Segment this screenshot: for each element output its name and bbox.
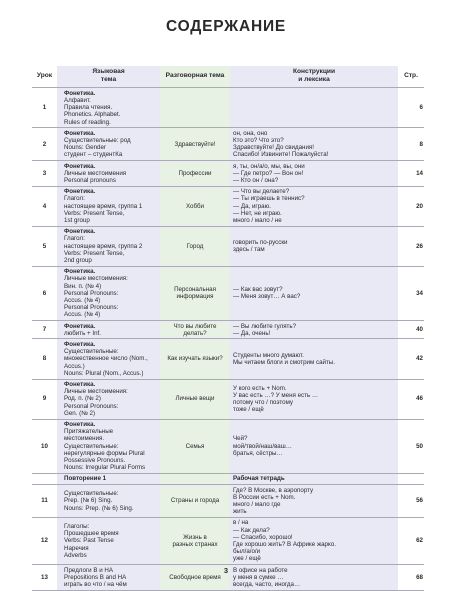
conversation-topic-cell: Как изучать языки? (160, 339, 230, 379)
table-row (32, 473, 424, 484)
language-topic-heading: Фонетика. (64, 162, 96, 170)
lesson-number: 12 (32, 517, 57, 564)
constructions-cell: Рабочая тетрадь (230, 473, 398, 484)
language-topic-text: Глагол: настоящее время, группа 2 Verbs: Present Tense, 2nd group (64, 235, 143, 264)
page-title: СОДЕРЖАНИЕ (165, 18, 287, 35)
conversation-topic-cell: Хобби (160, 186, 230, 226)
conversation-topic-cell: Жизнь в разных странах (160, 517, 230, 564)
language-topic-text: Глаголы: Прошедшее время Verbs: Past Tense Наречия Adverbs (64, 523, 119, 559)
language-topic-text: Существительные: множественное число (Nom., Accus.) Nouns: Plural (Nom., Accus.) (64, 348, 148, 377)
language-topic-text: Существительные: род Nouns: Gender студент – студентКа (64, 136, 131, 159)
table-row (32, 419, 424, 473)
conversation-topic-cell: Персональная информация (160, 266, 230, 320)
page-cell: 56 (398, 485, 424, 518)
conversation-topic-cell: Свободное время (160, 565, 230, 591)
language-topic-cell (57, 128, 160, 161)
conversation-topic-cell: Страны и города (160, 485, 230, 518)
language-topic-text: Глагол: настоящее время, группа 1 Verbs: Present Tense, 1st group (64, 195, 143, 224)
table-row (32, 226, 424, 266)
constructions-cell: говорить по-русски здесь / там (230, 226, 398, 266)
constructions-cell: В офисе на работе у меня в сумке … всегда, часто, иногда… (230, 565, 398, 591)
lesson-number: 3 (32, 161, 57, 187)
language-topic-heading: Фонетика. (64, 421, 96, 429)
language-topic-heading: Фонетика. (64, 268, 96, 276)
constructions-cell: — Что вы делаете? — Ты играешь в теннис? — Да, играю. — Нет, не играю. много / мало / не (230, 186, 398, 226)
constructions-cell: — Как вас зовут? — Меня зовут… А вас? (230, 266, 398, 320)
conversation-topic-cell: Здравствуйте! (160, 128, 230, 161)
page-cell: 62 (398, 517, 424, 564)
language-topic-cell (57, 266, 160, 320)
lesson-number: 9 (32, 379, 57, 419)
language-topic-heading: Фонетика. (64, 340, 96, 348)
constructions-cell: У кого есть + Nom. У вас есть …? У меня есть … потому что / поэтому тоже / ещё (230, 379, 398, 419)
conversation-topic-cell (160, 88, 230, 128)
language-topic-heading: Повторение 1 (64, 475, 107, 483)
constructions-cell: в / на — Как дела? — Спасибо, хорошо! Где хорошо жить? В Африке жарко. был/а/о/и уже / ещё (230, 517, 398, 564)
header-constructions: Конструкции и лексика (230, 66, 398, 88)
lesson-number: 11 (32, 485, 57, 518)
table-row (32, 339, 424, 379)
table-row (32, 88, 424, 128)
language-topic-text: Личные местоимения Personal pronouns (64, 169, 127, 184)
language-topic-cell (57, 339, 160, 379)
contents-rows (32, 88, 424, 591)
conversation-topic-cell: Что вы любите делать? (160, 321, 230, 339)
conversation-topic-cell: Семья (160, 419, 230, 473)
table-row (32, 186, 424, 226)
language-topic-heading: Фонетика. (64, 381, 96, 388)
table-row (32, 128, 424, 161)
header-conversation-topic: Разговорная тема (160, 66, 230, 88)
conversation-topic-cell (160, 473, 230, 484)
page-cell: 68 (398, 565, 424, 591)
constructions-cell (230, 88, 398, 128)
lesson-number: 4 (32, 186, 57, 226)
contents-table (32, 66, 424, 591)
language-topic-cell (57, 485, 160, 518)
constructions-cell: он, она, оно Кто это? Что это? Здравствуйте! До свидания! Спасибо! Извините! Пожалуйста! (230, 128, 398, 161)
table-row (32, 321, 424, 339)
page-cell: 50 (398, 419, 424, 473)
constructions-cell: — Вы любите гулять? — Да, очень! (230, 321, 398, 339)
language-topic-cell (57, 419, 160, 473)
page-cell (398, 473, 424, 484)
language-topic-text: Личные местоимения: Вин. п. (№ 4) Personal Pronouns: Accus. (№ 4) Personal Pronouns: Accus. (№ 4) (64, 275, 128, 319)
language-topic-cell (57, 88, 160, 128)
conversation-topic-cell: Личные вещи (160, 379, 230, 419)
page-cell: 6 (398, 88, 424, 128)
language-topic-heading: Фонетика. (64, 129, 96, 137)
header-row (32, 66, 424, 88)
conversation-topic-cell: Город (160, 226, 230, 266)
language-topic-heading: Фонетика. (64, 188, 96, 196)
table-row (32, 161, 424, 187)
language-topic-cell (57, 186, 160, 226)
constructions-cell: Где? В Москве, в аэропорту В России есть + Nom. много / мало где жить (230, 485, 398, 518)
language-topic-text: Притяжательные местоимения. Существительные: нерегулярные формы Plural Possessive Pronouns. Nouns: Irregular Plural Forms (64, 428, 146, 472)
constructions-cell: Студенты много думают. Мы читаем блоги и смотрим сайты. (230, 339, 398, 379)
page-cell: 8 (398, 128, 424, 161)
table-row (32, 517, 424, 564)
page-cell: 20 (398, 186, 424, 226)
language-topic-heading: Фонетика. (64, 322, 96, 330)
page-cell: 26 (398, 226, 424, 266)
page-cell: 40 (398, 321, 424, 339)
language-topic-cell (57, 226, 160, 266)
constructions-cell: Чей? мой/твой/наш/ваш… братья, сёстры… (230, 419, 398, 473)
lesson-number: 13 (32, 565, 57, 591)
lesson-number: 7 (32, 321, 57, 339)
language-topic-heading: Фонетика. (64, 89, 96, 97)
language-topic-cell (57, 517, 160, 564)
language-topic-cell (57, 379, 160, 419)
language-topic-text: любить + Inf. (64, 329, 101, 337)
lesson-number: 1 (32, 88, 57, 128)
table-row (32, 379, 424, 419)
table-row (32, 266, 424, 320)
lesson-number: 5 (32, 226, 57, 266)
page-cell: 14 (398, 161, 424, 187)
page-number: 3 (223, 566, 229, 575)
header-lesson: Урок (32, 66, 57, 88)
conversation-topic-cell: Профессии (160, 161, 230, 187)
lesson-number: 8 (32, 339, 57, 379)
language-topic-text: Личные местоимения: Род. п. (№ 2) Personal Pronouns: Gen. (№ 2) (64, 388, 128, 417)
table-row (32, 485, 424, 518)
lesson-number (32, 473, 57, 484)
language-topic-cell (57, 161, 160, 187)
page-cell: 42 (398, 339, 424, 379)
lesson-number: 6 (32, 266, 57, 320)
language-topic-cell (57, 473, 160, 484)
language-topic-cell (57, 321, 160, 339)
header-language-topic: Языковая тема (57, 66, 160, 88)
lesson-number: 2 (32, 128, 57, 161)
language-topic-text: Существительные: Prep. (№ 6) Sing. Nouns: Prep. (№ 6) Sing. (64, 490, 134, 512)
page-cell: 34 (398, 266, 424, 320)
lesson-number: 10 (32, 419, 57, 473)
language-topic-text: Алфавит. Правила чтения. Phonetics. Alphabet. Rules of reading. (64, 96, 121, 126)
language-topic-text: Предлоги В и НА Prepositions В and НА играть во что / на чём (64, 566, 127, 589)
language-topic-heading: Фонетика. (64, 228, 96, 236)
constructions-cell: я, ты, он/а/о, мы, вы, они — Где петро? — Вон он! — Кто он / она? (230, 161, 398, 187)
header-page: Стр. (398, 66, 424, 88)
page-cell: 46 (398, 379, 424, 419)
